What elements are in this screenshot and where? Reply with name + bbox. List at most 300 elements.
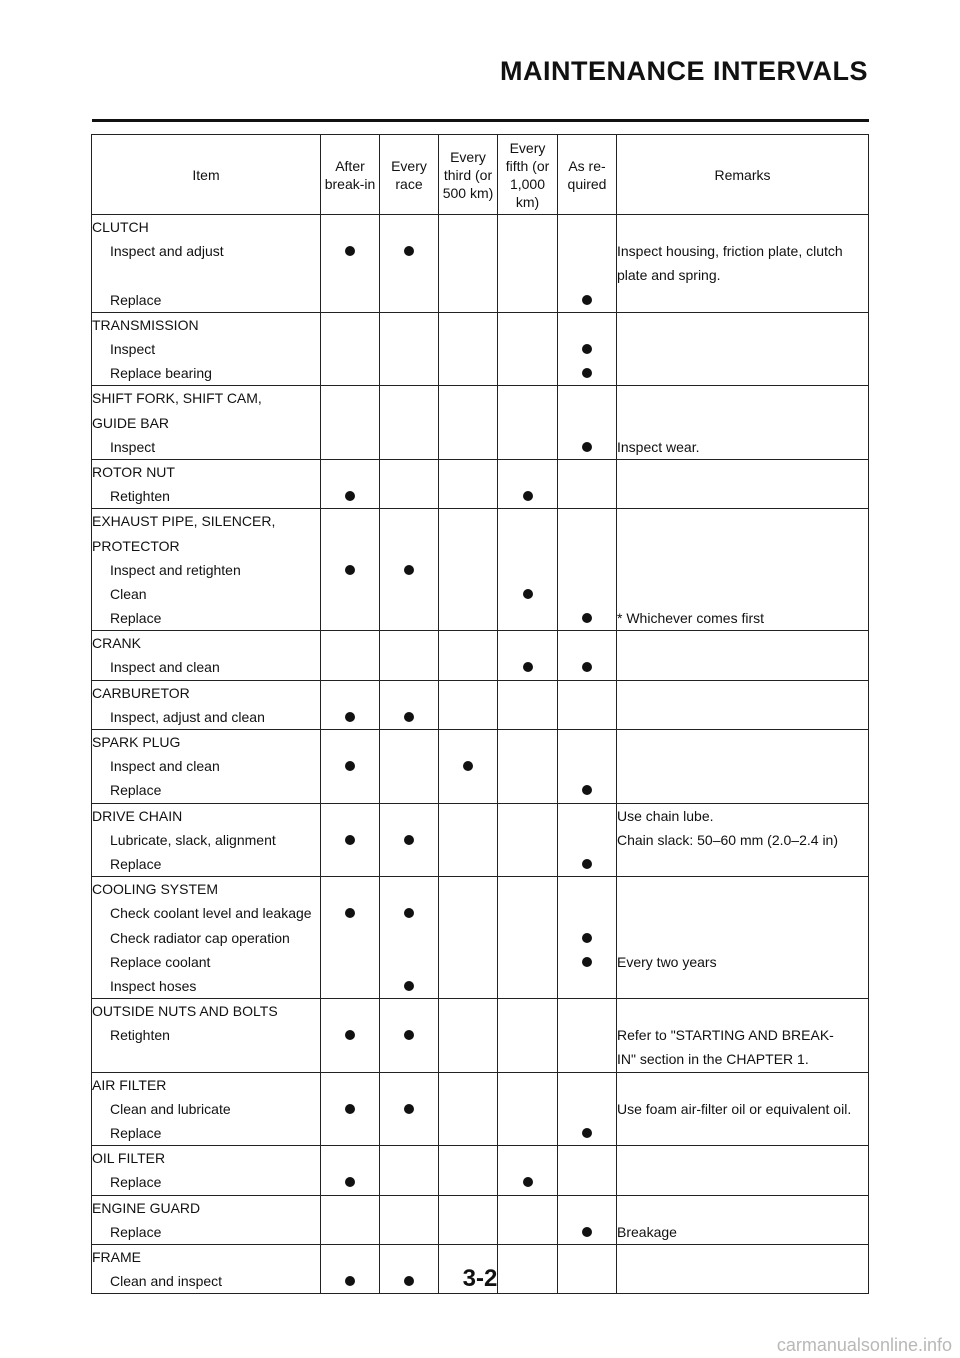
item-label: Clean and lubricate bbox=[92, 1097, 321, 1121]
interval-dot-icon bbox=[345, 1177, 355, 1187]
item-label: Retighten bbox=[92, 1023, 321, 1047]
table-row bbox=[92, 754, 869, 778]
interval-cell bbox=[498, 386, 558, 411]
interval-cell bbox=[558, 1072, 617, 1097]
interval-cell bbox=[321, 950, 380, 974]
interval-cell bbox=[321, 533, 380, 557]
interval-cell bbox=[380, 411, 439, 435]
item-label: Replace bearing bbox=[92, 361, 321, 386]
interval-cell bbox=[380, 631, 439, 656]
interval-dot-icon bbox=[523, 589, 533, 599]
item-label: Inspect and retighten bbox=[92, 558, 321, 582]
interval-dot-icon bbox=[582, 933, 592, 943]
interval-cell bbox=[380, 1121, 439, 1146]
table-row bbox=[92, 361, 869, 386]
table-body bbox=[92, 215, 869, 1294]
table-row bbox=[92, 582, 869, 606]
interval-cell bbox=[380, 1072, 439, 1097]
interval-cell bbox=[439, 459, 498, 484]
interval-cell bbox=[321, 705, 380, 730]
interval-cell bbox=[380, 1023, 439, 1047]
remark-text bbox=[617, 901, 869, 925]
interval-cell bbox=[498, 558, 558, 582]
interval-cell bbox=[380, 754, 439, 778]
interval-cell bbox=[321, 288, 380, 313]
table-row bbox=[92, 828, 869, 852]
interval-cell bbox=[558, 558, 617, 582]
item-label: Replace bbox=[92, 852, 321, 877]
group-name: OIL FILTER bbox=[92, 1146, 321, 1171]
interval-cell bbox=[558, 1097, 617, 1121]
interval-cell bbox=[439, 484, 498, 509]
item-label: Replace coolant bbox=[92, 950, 321, 974]
remark-text bbox=[617, 312, 869, 337]
interval-cell bbox=[439, 312, 498, 337]
interval-cell bbox=[498, 288, 558, 313]
interval-cell bbox=[498, 631, 558, 656]
remark-text bbox=[617, 1170, 869, 1195]
remark-text: Every two years bbox=[617, 950, 869, 974]
table-header-row bbox=[92, 135, 869, 215]
remark-text bbox=[617, 631, 869, 656]
interval-cell bbox=[380, 1220, 439, 1245]
interval-cell bbox=[321, 925, 380, 949]
table-row bbox=[92, 435, 869, 460]
interval-cell bbox=[498, 1195, 558, 1220]
interval-dot-icon bbox=[523, 662, 533, 672]
interval-cell bbox=[498, 1047, 558, 1072]
interval-cell bbox=[439, 1220, 498, 1245]
table-row bbox=[92, 263, 869, 287]
interval-cell bbox=[558, 1170, 617, 1195]
remark-text bbox=[617, 705, 869, 730]
interval-dot-icon bbox=[404, 835, 414, 845]
interval-cell bbox=[558, 877, 617, 902]
remark-text bbox=[617, 852, 869, 877]
interval-cell bbox=[498, 754, 558, 778]
interval-cell bbox=[498, 606, 558, 631]
interval-cell bbox=[439, 435, 498, 460]
interval-cell bbox=[558, 288, 617, 313]
column-header: As re-quired bbox=[558, 135, 617, 215]
interval-cell bbox=[558, 239, 617, 263]
column-header: Every race bbox=[380, 135, 439, 215]
interval-cell bbox=[498, 999, 558, 1024]
remark-text: Inspect housing, friction plate, clutch bbox=[617, 239, 869, 263]
table-row bbox=[92, 288, 869, 313]
interval-cell bbox=[439, 1047, 498, 1072]
interval-cell bbox=[498, 1072, 558, 1097]
interval-cell bbox=[380, 558, 439, 582]
interval-cell bbox=[321, 1097, 380, 1121]
table-row bbox=[92, 1170, 869, 1195]
remark-text bbox=[617, 1195, 869, 1220]
interval-cell bbox=[321, 361, 380, 386]
item-label: Clean bbox=[92, 582, 321, 606]
remark-text: Use chain lube. bbox=[617, 803, 869, 828]
interval-cell bbox=[321, 558, 380, 582]
interval-cell bbox=[558, 386, 617, 411]
interval-cell bbox=[439, 828, 498, 852]
interval-cell bbox=[321, 828, 380, 852]
interval-cell bbox=[439, 386, 498, 411]
interval-cell bbox=[439, 925, 498, 949]
table-row bbox=[92, 901, 869, 925]
interval-cell bbox=[498, 950, 558, 974]
interval-cell bbox=[321, 411, 380, 435]
group-header-row bbox=[92, 631, 869, 656]
remark-text bbox=[617, 655, 869, 680]
interval-cell bbox=[558, 606, 617, 631]
page-number: 3-2 bbox=[462, 1265, 498, 1292]
interval-dot-icon bbox=[345, 1030, 355, 1040]
interval-cell bbox=[498, 361, 558, 386]
interval-cell bbox=[380, 999, 439, 1024]
interval-cell bbox=[498, 1121, 558, 1146]
interval-cell bbox=[498, 778, 558, 803]
interval-cell bbox=[439, 729, 498, 754]
remark-text: Breakage bbox=[617, 1220, 869, 1245]
remark-text bbox=[617, 1072, 869, 1097]
interval-dot-icon bbox=[404, 246, 414, 256]
table-row bbox=[92, 1047, 869, 1072]
interval-cell bbox=[321, 386, 380, 411]
remark-text bbox=[617, 680, 869, 705]
remark-text: plate and spring. bbox=[617, 263, 869, 287]
interval-cell bbox=[439, 778, 498, 803]
interval-cell bbox=[321, 582, 380, 606]
group-header-row bbox=[92, 999, 869, 1024]
interval-dot-icon bbox=[404, 908, 414, 918]
remark-text bbox=[617, 337, 869, 361]
interval-cell bbox=[380, 263, 439, 287]
interval-cell bbox=[439, 901, 498, 925]
remark-text: * Whichever comes first bbox=[617, 606, 869, 631]
column-header: Item bbox=[92, 135, 321, 215]
interval-cell bbox=[380, 1195, 439, 1220]
interval-cell bbox=[321, 509, 380, 534]
interval-cell bbox=[321, 215, 380, 240]
interval-dot-icon bbox=[345, 908, 355, 918]
group-name: FRAME bbox=[92, 1244, 321, 1269]
remark-text bbox=[617, 778, 869, 803]
group-name: TRANSMISSION bbox=[92, 312, 321, 337]
interval-cell bbox=[558, 1047, 617, 1072]
interval-cell bbox=[558, 852, 617, 877]
interval-cell bbox=[380, 533, 439, 557]
interval-cell bbox=[321, 459, 380, 484]
item-label: Inspect bbox=[92, 337, 321, 361]
group-header-row bbox=[92, 386, 869, 411]
interval-cell bbox=[558, 754, 617, 778]
remark-text: Use foam air-filter oil or equivalent oil. bbox=[617, 1097, 869, 1121]
interval-cell bbox=[558, 925, 617, 949]
group-name: SPARK PLUG bbox=[92, 729, 321, 754]
interval-cell bbox=[439, 337, 498, 361]
remark-text bbox=[617, 1121, 869, 1146]
table-row bbox=[92, 1121, 869, 1146]
remark-text: Chain slack: 50–60 mm (2.0–2.4 in) bbox=[617, 828, 869, 852]
interval-cell bbox=[498, 312, 558, 337]
interval-cell bbox=[498, 901, 558, 925]
interval-dot-icon bbox=[345, 565, 355, 575]
interval-cell bbox=[439, 852, 498, 877]
interval-dot-icon bbox=[523, 1177, 533, 1187]
item-label: Inspect and clean bbox=[92, 754, 321, 778]
group-header-row bbox=[92, 1146, 869, 1171]
interval-cell bbox=[498, 582, 558, 606]
table-row bbox=[92, 925, 869, 949]
interval-cell bbox=[380, 655, 439, 680]
table-row bbox=[92, 484, 869, 509]
remark-text bbox=[617, 484, 869, 509]
group-name: OUTSIDE NUTS AND BOLTS bbox=[92, 999, 321, 1024]
interval-cell bbox=[380, 239, 439, 263]
interval-cell bbox=[321, 484, 380, 509]
group-name: ENGINE GUARD bbox=[92, 1195, 321, 1220]
interval-cell bbox=[558, 828, 617, 852]
interval-dot-icon bbox=[582, 785, 592, 795]
interval-cell bbox=[498, 1146, 558, 1171]
interval-cell bbox=[558, 411, 617, 435]
interval-cell bbox=[558, 729, 617, 754]
interval-cell bbox=[558, 950, 617, 974]
interval-cell bbox=[558, 582, 617, 606]
table-row bbox=[92, 411, 869, 435]
interval-cell bbox=[380, 459, 439, 484]
group-name: EXHAUST PIPE, SILENCER, bbox=[92, 509, 321, 534]
page-title: MAINTENANCE INTERVALS bbox=[499, 56, 868, 86]
interval-cell bbox=[321, 1121, 380, 1146]
interval-cell bbox=[439, 509, 498, 534]
remark-text bbox=[617, 1146, 869, 1171]
interval-cell bbox=[558, 263, 617, 287]
interval-cell bbox=[380, 852, 439, 877]
interval-cell bbox=[380, 705, 439, 730]
interval-cell bbox=[321, 999, 380, 1024]
interval-dot-icon bbox=[404, 565, 414, 575]
interval-cell bbox=[321, 680, 380, 705]
interval-cell bbox=[439, 974, 498, 999]
interval-cell bbox=[439, 1097, 498, 1121]
interval-cell bbox=[380, 729, 439, 754]
remark-text: Refer to "STARTING AND BREAK- bbox=[617, 1023, 869, 1047]
group-name: DRIVE CHAIN bbox=[92, 803, 321, 828]
interval-cell bbox=[380, 361, 439, 386]
interval-cell bbox=[498, 925, 558, 949]
item-label: GUIDE BAR bbox=[92, 411, 321, 435]
interval-cell bbox=[498, 337, 558, 361]
interval-cell bbox=[380, 509, 439, 534]
interval-cell bbox=[439, 1023, 498, 1047]
group-header-row bbox=[92, 1072, 869, 1097]
remark-text bbox=[617, 288, 869, 313]
item-label: Inspect bbox=[92, 435, 321, 460]
interval-cell bbox=[380, 288, 439, 313]
interval-cell bbox=[439, 582, 498, 606]
interval-cell bbox=[439, 877, 498, 902]
interval-cell bbox=[321, 1170, 380, 1195]
interval-cell bbox=[498, 1170, 558, 1195]
interval-cell bbox=[558, 901, 617, 925]
column-header: After break-in bbox=[321, 135, 380, 215]
interval-cell bbox=[380, 925, 439, 949]
interval-dot-icon bbox=[582, 368, 592, 378]
column-header: Remarks bbox=[617, 135, 869, 215]
column-header: Every third (or 500 km) bbox=[439, 135, 498, 215]
interval-dot-icon bbox=[345, 835, 355, 845]
group-name: CRANK bbox=[92, 631, 321, 656]
interval-cell bbox=[498, 1097, 558, 1121]
interval-cell bbox=[558, 312, 617, 337]
group-name: COOLING SYSTEM bbox=[92, 877, 321, 902]
interval-cell bbox=[498, 803, 558, 828]
interval-cell bbox=[380, 337, 439, 361]
item-label: Check radiator cap operation bbox=[92, 925, 321, 949]
interval-cell bbox=[439, 606, 498, 631]
remark-text bbox=[617, 459, 869, 484]
table-row bbox=[92, 606, 869, 631]
interval-cell bbox=[321, 1146, 380, 1171]
interval-cell bbox=[380, 435, 439, 460]
table-row bbox=[92, 655, 869, 680]
table-row bbox=[92, 852, 869, 877]
table-row bbox=[92, 1097, 869, 1121]
interval-cell bbox=[558, 803, 617, 828]
interval-cell bbox=[321, 1072, 380, 1097]
interval-cell bbox=[321, 337, 380, 361]
interval-cell bbox=[380, 215, 439, 240]
interval-cell bbox=[558, 778, 617, 803]
interval-cell bbox=[380, 901, 439, 925]
table-row bbox=[92, 239, 869, 263]
interval-cell bbox=[558, 533, 617, 557]
interval-cell bbox=[558, 705, 617, 730]
interval-cell bbox=[380, 1170, 439, 1195]
table-row bbox=[92, 974, 869, 999]
interval-cell bbox=[439, 1121, 498, 1146]
interval-cell bbox=[321, 1220, 380, 1245]
interval-cell bbox=[380, 606, 439, 631]
remark-text: Inspect wear. bbox=[617, 435, 869, 460]
remark-text bbox=[617, 411, 869, 435]
interval-cell bbox=[558, 509, 617, 534]
group-header-row bbox=[92, 680, 869, 705]
interval-cell bbox=[321, 435, 380, 460]
interval-cell bbox=[558, 1023, 617, 1047]
interval-cell bbox=[380, 803, 439, 828]
item-label bbox=[92, 1047, 321, 1072]
interval-dot-icon bbox=[404, 981, 414, 991]
interval-cell bbox=[321, 312, 380, 337]
remark-text bbox=[617, 925, 869, 949]
interval-cell bbox=[321, 778, 380, 803]
interval-cell bbox=[380, 1097, 439, 1121]
item-label: Replace bbox=[92, 288, 321, 313]
interval-cell bbox=[498, 435, 558, 460]
interval-cell bbox=[498, 239, 558, 263]
group-header-row bbox=[92, 459, 869, 484]
interval-dot-icon bbox=[582, 613, 592, 623]
interval-cell bbox=[558, 631, 617, 656]
interval-cell bbox=[498, 509, 558, 534]
interval-cell bbox=[321, 974, 380, 999]
interval-dot-icon bbox=[345, 712, 355, 722]
interval-cell bbox=[439, 754, 498, 778]
interval-cell bbox=[498, 655, 558, 680]
interval-cell bbox=[498, 705, 558, 730]
interval-cell bbox=[439, 288, 498, 313]
remark-text bbox=[617, 215, 869, 240]
remark-text bbox=[617, 509, 869, 534]
interval-cell bbox=[498, 411, 558, 435]
interval-cell bbox=[380, 386, 439, 411]
interval-dot-icon bbox=[582, 1128, 592, 1138]
interval-cell bbox=[558, 999, 617, 1024]
item-label: Inspect and clean bbox=[92, 655, 321, 680]
interval-cell bbox=[558, 337, 617, 361]
interval-cell bbox=[439, 680, 498, 705]
interval-cell bbox=[439, 950, 498, 974]
interval-cell bbox=[558, 680, 617, 705]
remark-text bbox=[617, 558, 869, 582]
remark-text bbox=[617, 386, 869, 411]
group-header-row bbox=[92, 729, 869, 754]
group-header-row bbox=[92, 803, 869, 828]
group-name: CARBURETOR bbox=[92, 680, 321, 705]
remark-text bbox=[617, 754, 869, 778]
remark-text bbox=[617, 533, 869, 557]
interval-cell bbox=[380, 828, 439, 852]
item-label: PROTECTOR bbox=[92, 533, 321, 557]
interval-cell bbox=[439, 263, 498, 287]
interval-cell bbox=[380, 877, 439, 902]
item-label: Replace bbox=[92, 1220, 321, 1245]
group-name: AIR FILTER bbox=[92, 1072, 321, 1097]
interval-cell bbox=[380, 1047, 439, 1072]
interval-cell bbox=[558, 1220, 617, 1245]
table-row bbox=[92, 558, 869, 582]
interval-cell bbox=[498, 852, 558, 877]
interval-cell bbox=[380, 1146, 439, 1171]
column-header: Every fifth (or 1,000 km) bbox=[498, 135, 558, 215]
table-row bbox=[92, 1023, 869, 1047]
interval-cell bbox=[558, 435, 617, 460]
interval-cell bbox=[321, 1195, 380, 1220]
interval-cell bbox=[498, 484, 558, 509]
interval-dot-icon bbox=[345, 491, 355, 501]
interval-cell bbox=[498, 215, 558, 240]
interval-dot-icon bbox=[404, 1030, 414, 1040]
item-label: Inspect hoses bbox=[92, 974, 321, 999]
item-label: Replace bbox=[92, 1121, 321, 1146]
remark-text bbox=[617, 974, 869, 999]
item-label: Replace bbox=[92, 606, 321, 631]
interval-dot-icon bbox=[582, 442, 592, 452]
item-label: Replace bbox=[92, 778, 321, 803]
interval-cell bbox=[321, 1023, 380, 1047]
interval-cell bbox=[439, 655, 498, 680]
remark-text bbox=[617, 729, 869, 754]
interval-cell bbox=[380, 680, 439, 705]
item-label: Replace bbox=[92, 1170, 321, 1195]
table-row bbox=[92, 533, 869, 557]
interval-cell bbox=[558, 1121, 617, 1146]
interval-cell bbox=[439, 1072, 498, 1097]
interval-cell bbox=[439, 411, 498, 435]
group-header-row bbox=[92, 1195, 869, 1220]
item-label: Retighten bbox=[92, 484, 321, 509]
